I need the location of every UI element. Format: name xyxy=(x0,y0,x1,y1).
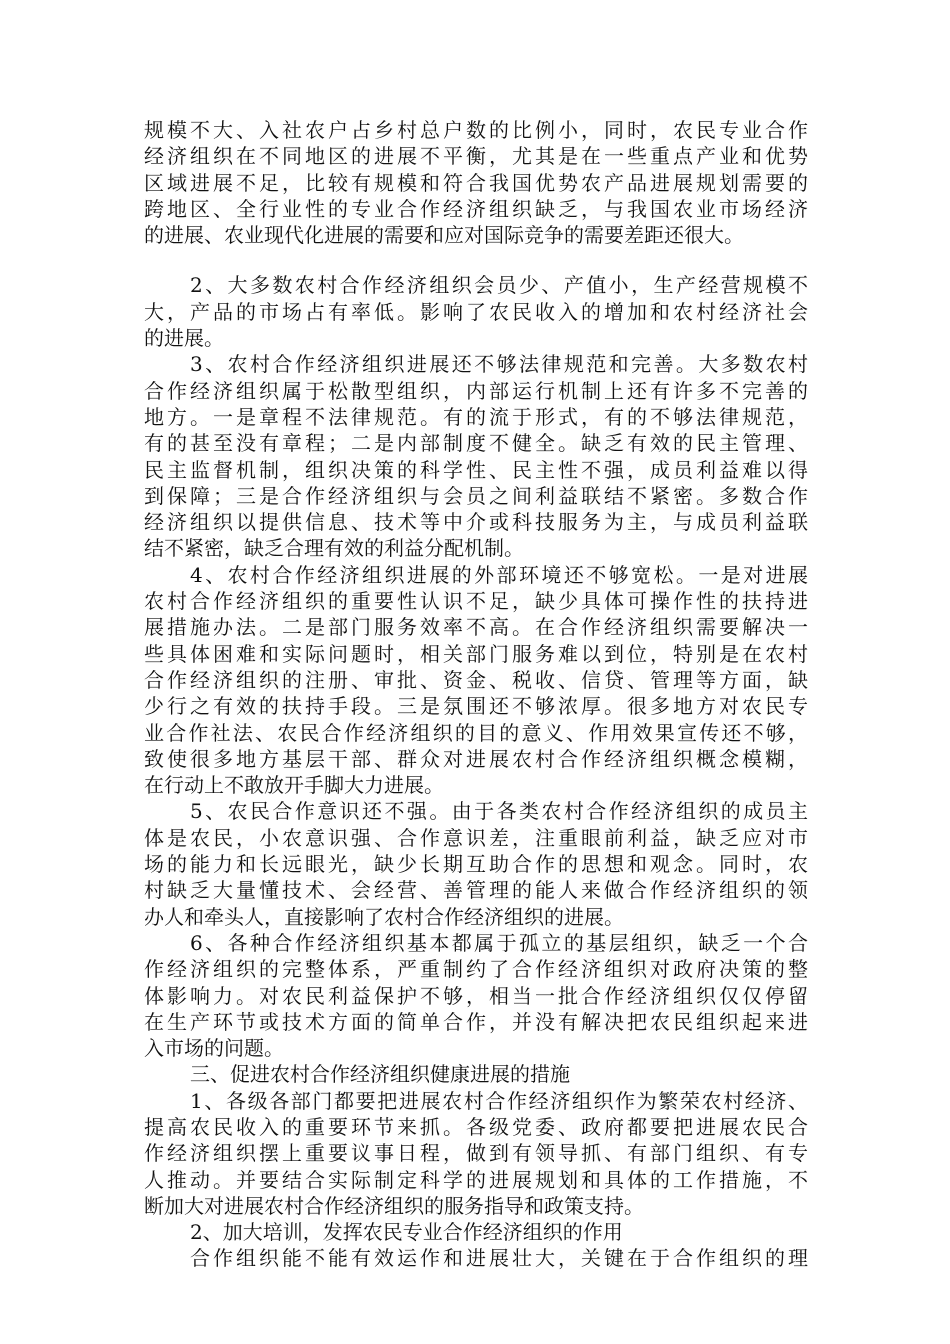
text-line: 跨地区、全行业性的专业合作经济组织缺乏，与我国农业市场经济 xyxy=(144,196,808,221)
text-line: 经济组织以提供信息、技术等中介或科技服务为主，与成员利益联 xyxy=(144,510,808,535)
text-line: 1、各级各部门都要把进展农村合作经济组织作为繁荣农村经济、 xyxy=(190,1088,808,1113)
text-line: 的进展。 xyxy=(144,326,224,351)
text-line: 2、加大培训，发挥农民专业合作经济组织的作用 xyxy=(190,1220,623,1245)
text-line: 区域进展不足，比较有规模和符合我国优势农产品进展规划需要的 xyxy=(144,170,808,195)
text-line: 3、农村合作经济组织进展还不够法律规范和完善。大多数农村 xyxy=(190,352,808,377)
text-line: 经济组织在不同地区的进展不平衡，尤其是在一些重点产业和优势 xyxy=(144,144,808,169)
text-line: 结不紧密，缺乏合理有效的利益分配机制。 xyxy=(144,536,524,561)
text-line: 大，产品的市场占有率低。影响了农民收入的增加和农村经济社会 xyxy=(144,299,808,324)
paragraph xyxy=(144,1088,808,1219)
text-line: 作经济组织摆上重要议事日程，做到有领导抓、有部门组织、有专 xyxy=(144,1141,808,1166)
text-line: 展措施办法。二是部门服务效率不高。在合作经济组织需要解决一 xyxy=(144,615,808,640)
text-line: 在行动上不敢放开手脚大力进展。 xyxy=(144,773,444,798)
text-line: 地方。一是章程不法律规范。有的流于形式，有的不够法律规范， xyxy=(144,404,808,429)
text-line: 场的能力和长远眼光，缺少长期互助合作的思想和观念。同时，农 xyxy=(144,852,808,877)
paragraph xyxy=(144,351,808,561)
text-line: 作经济组织的完整体系，严重制约了合作经济组织对政府决策的整 xyxy=(144,957,808,982)
section-heading xyxy=(144,1219,808,1245)
paragraph xyxy=(144,930,808,1061)
paragraph-gap xyxy=(144,248,808,272)
document-body xyxy=(144,117,808,1272)
text-line: 在生产环节或技术方面的简单合作，并没有解决把农民组织起来进 xyxy=(144,1009,808,1034)
text-line: 村缺乏大量懂技术、会经营、善管理的能人来做合作经济组织的领 xyxy=(144,878,808,903)
text-line: 入市场的问题。 xyxy=(144,1036,284,1061)
text-line: 合作组织能不能有效运作和进展壮大，关键在于合作组织的理 xyxy=(190,1246,808,1271)
text-line: 2、大多数农村合作经济组织会员少、产值小，生产经营规模不 xyxy=(190,273,808,298)
text-line: 4、农村合作经济组织进展的外部环境还不够宽松。一是对进展 xyxy=(190,562,808,587)
text-line: 民主监督机制，组织决策的科学性、民主性不强，成员利益难以得 xyxy=(144,457,808,482)
text-line: 致使很多地方基层干部、群众对进展农村合作经济组织概念模糊， xyxy=(144,746,808,771)
section-heading xyxy=(144,1061,808,1087)
text-line: 业合作社法、农民合作经济组织的目的意义、作用效果宣传还不够， xyxy=(144,720,808,745)
text-line: 5、农民合作意识还不强。由于各类农村合作经济组织的成员主 xyxy=(190,799,808,824)
paragraph xyxy=(144,272,808,351)
text-line: 体是农民，小农意识强、合作意识差，注重眼前利益，缺乏应对市 xyxy=(144,825,808,850)
text-line: 人推动。并要结合实际制定科学的进展规划和具体的工作措施，不 xyxy=(144,1167,808,1192)
text-line: 些具体困难和实际问题时，相关部门服务难以到位，特别是在农村 xyxy=(144,641,808,666)
paragraph xyxy=(144,562,808,799)
paragraph xyxy=(144,798,808,929)
text-line: 断加大对进展农村合作经济组织的服务指导和政策支持。 xyxy=(144,1193,644,1218)
text-line: 三、促进农村合作经济组织健康进展的措施 xyxy=(190,1062,570,1087)
text-line: 提高农民收入的重要环节来抓。各级党委、政府都要把进展农民合 xyxy=(144,1114,808,1139)
text-line: 有的甚至没有章程；二是内部制度不健全。缺乏有效的民主管理、 xyxy=(144,431,808,456)
text-line: 体影响力。对农民利益保护不够，相当一批合作经济组织仅仅停留 xyxy=(144,983,808,1008)
paragraph xyxy=(144,1245,808,1271)
text-line: 合作经济组织属于松散型组织，内部运行机制上还有许多不完善的 xyxy=(144,378,808,403)
text-line: 到保障；三是合作经济组织与会员之间利益联结不紧密。多数合作 xyxy=(144,483,808,508)
text-line: 的进展、农业现代化进展的需要和应对国际竞争的需要差距还很大。 xyxy=(144,223,744,248)
text-line: 少行之有效的扶持手段。三是氛围还不够浓厚。很多地方对农民专 xyxy=(144,694,808,719)
text-line: 6、各种合作经济组织基本都属于孤立的基层组织，缺乏一个合 xyxy=(190,930,808,955)
text-line: 办人和牵头人，直接影响了农村合作经济组织的进展。 xyxy=(144,904,624,929)
text-line: 农村合作经济组织的重要性认识不足，缺少具体可操作性的扶持进 xyxy=(144,589,808,614)
paragraph xyxy=(144,117,808,248)
text-line: 合作经济组织的注册、审批、资金、税收、信贷、管理等方面，缺 xyxy=(144,667,808,692)
text-line: 规模不大、入社农户占乡村总户数的比例小，同时，农民专业合作 xyxy=(144,118,808,142)
